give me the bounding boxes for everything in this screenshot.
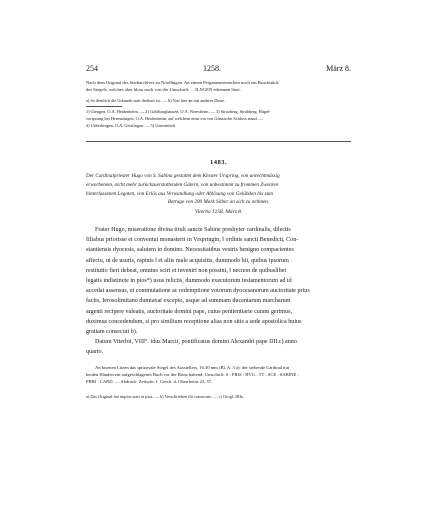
source-note [86, 79, 351, 93]
seal-note [86, 364, 351, 385]
seal-note-line: PBRI : CARD. — Abdruck: Zeitschr. f. Gesch. d. Oberrheins 23, 57. [86, 379, 213, 384]
section-divider [86, 141, 351, 142]
footnote-line: vorsprung bei Hermaringen, O.A. Heidenheim, auf welchem einst ein von Günsische Schloss stand. — [86, 116, 264, 121]
source-note-line: des Siegels, welches aber bloss noch von der Umschrift: . . ILNGEN erkennen lässt. [86, 87, 241, 92]
summary-line: hinterlassenen Legaten, von Erlös aus Verwandlung oder Ablösung von Gelübden bis zum [86, 190, 273, 197]
body-line: accedat assensus, et commutatione ac redemptione votorum dyocesanorum auctoritate prius [86, 288, 310, 295]
body-line: Frater Hugo, miseratione divina tituli sancte Sabine presbyter cardinalis, dilectis [95, 227, 291, 233]
document-number: 1483. [209, 159, 228, 166]
body-line: stantiensis dyocesis, salutem in domino. Necessitatibus vestris benigno compacientes [86, 247, 294, 254]
body-line: argenti recipere valeatis, auctoritate domini pape, cuius penitentiarie curam gerimus, [86, 308, 292, 315]
running-header [86, 64, 351, 74]
body-line: restitutio fieri debeat, omnino sciri et inveniri non possint, ‖ necnon de quibuslibet [86, 267, 287, 274]
top-footnote-letters: a) So deutlich die Urkunde statt dedissit sic. — b) Von hier an mit anderer Dinte. [86, 98, 225, 103]
body-line: affectu, ut de usuris, rapinis ‖ et aliis male acquisitis, dummodo hii, quibus ipsorum [86, 257, 289, 264]
body-line: gratiam consecuti b). [86, 328, 138, 335]
document-summary [86, 172, 351, 207]
body-line: filiabus priorisse et conventui monasterii in Vrspringin, ‖ ordinis sancti Benedicti, Con- [86, 237, 299, 244]
header-year: 1258. [203, 64, 221, 73]
footnote-divider [86, 106, 122, 107]
body-line: duximus concedendum, si pro similium receptione alias non sitis a sede apostolica huius [86, 318, 302, 325]
document-body [86, 225, 351, 357]
body-line: factis, Ierosolimitano dumtaxat excepto, usque ad summam ducentarum marcharum [86, 298, 291, 305]
document-dateline: Viterbo 1258. März 8. [194, 209, 243, 215]
summary-line: Betrage von 200 Mark Silber an sich zu nehmen. [167, 199, 270, 206]
summary-line: Der Cardinalpriester Hugo von S. Sabina gestattet dem Kloster Urspring, von unrechtmässig [86, 173, 280, 179]
top-footnotes-numbered [86, 108, 351, 129]
seal-note-line: An bisenen Litzen das spitzovale Siegel des Ausstellers, 16,30 mm (Bl. A. 3 a): der stehende Cardinal mit [95, 365, 290, 370]
footnote-line: 4) Ueberkingen, O.A. Geislingen. — 5) Unermittelt. [86, 123, 177, 128]
source-note-line: Nach dem Original des Stadtarchives zu Nördlingen. An einem Pergamentriemchen noch ein Bruchstück [86, 80, 279, 85]
body-line: legatis indistincte in pios*) usus relictis, dummodo executorum testamentorum ad id [86, 277, 292, 284]
body-line: quarto. [86, 349, 104, 356]
summary-line: erworbenem, nicht mehr zurückzuerstattenden Gütern, von unbestimmt zu frommen Zwecken [86, 181, 279, 188]
header-date: März 8. [326, 64, 351, 73]
document-footnotes: a) Das Original hat impios statt in pios. — b) Verschrieben für consecute. — c) Orogl. IIIIo. [86, 394, 245, 399]
footnote-line: 1) Giengen, O.A. Heidenheim. — 2) Goldburghausen, O.A. Neresheim. — 3) Struoberg, Strübberg, Hügel- [86, 109, 271, 114]
seal-note-line: beiden Händen ein aufgeschlagenes Buch vor die Brust haltend; Umschrift: S : FRIS : HVG : TT : SCE : SABINE : [86, 372, 299, 377]
body-line: Datum Viterbii, VIII°. idus Marcii, pontificatus domini Alexandri pape IIII.c) anno [95, 339, 297, 346]
page-number: 254 [86, 64, 98, 73]
